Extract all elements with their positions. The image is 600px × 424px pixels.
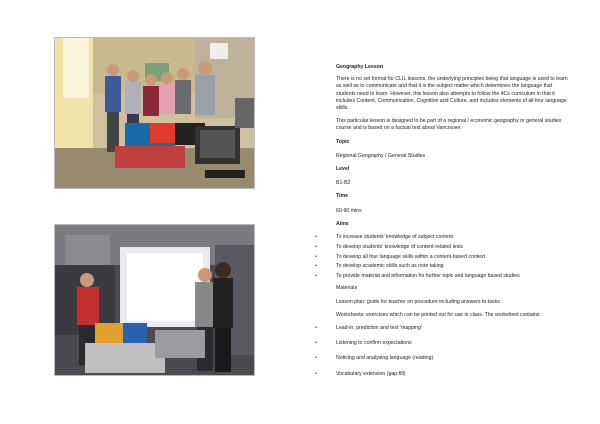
list-item: • Listening to confirm expectations xyxy=(336,340,572,347)
list-item: • Lead-in, prediction and text 'mapping' xyxy=(336,325,572,332)
level-value: B1-B2 xyxy=(336,180,351,187)
level-heading: Level xyxy=(336,166,350,173)
materials-heading: Materials xyxy=(336,285,358,292)
topic-heading: Topic xyxy=(336,138,350,145)
lesson-title: Geography Lesson xyxy=(336,64,383,70)
worksheet-contents-list xyxy=(336,325,572,378)
time-value: 60-90 mins xyxy=(336,207,362,214)
list-item: • To increase students' knowledge of subject content xyxy=(336,234,572,241)
topic-value: Regional Geography / General Studies xyxy=(336,152,426,159)
list-item: • To develop students' knowledge of content-related lexis xyxy=(336,244,572,251)
materials-worksheets: Worksheets; exercises which can be printed out for use in class. The worksheet contains: xyxy=(336,311,541,318)
intro-paragraph: There is no set format for CLIL lessons, the underlying principles being that language is used to learn as well as to communicate and that it is the subject matter which determines the language that students need to learn. However, this lesson also attempts to follow the 4Cs curriculum in that it includes Content, Communication, Cognition and Culture, and includes elements of all four language skills. xyxy=(336,76,568,112)
materials-plan: Lesson plan: guide for teacher on procedure including answers to tasks. xyxy=(336,298,502,305)
aims-heading: Aims xyxy=(336,220,349,227)
list-item: • Vocabulary extension (gap-fill) xyxy=(336,371,572,378)
list-item: • To develop all four language skills within a content-based context xyxy=(336,254,572,261)
list-item: • Noticing and analysing language (reading) xyxy=(336,355,572,362)
intro-paragraph-2: This particular lesson is designed to be part of a regional / economic geography or general studies course and is based on a factual text about Vancouver. xyxy=(336,118,562,132)
lesson-text-column xyxy=(336,64,572,378)
list-item: • To provide material and information for further topic and language based studies xyxy=(336,273,572,280)
time-heading: Time xyxy=(336,193,349,200)
aims-list xyxy=(336,234,572,280)
list-item: • To develop academic skills such as note taking xyxy=(336,263,572,270)
whiteboard-presentation-photo xyxy=(54,224,255,376)
classroom-students-photo xyxy=(54,37,255,189)
